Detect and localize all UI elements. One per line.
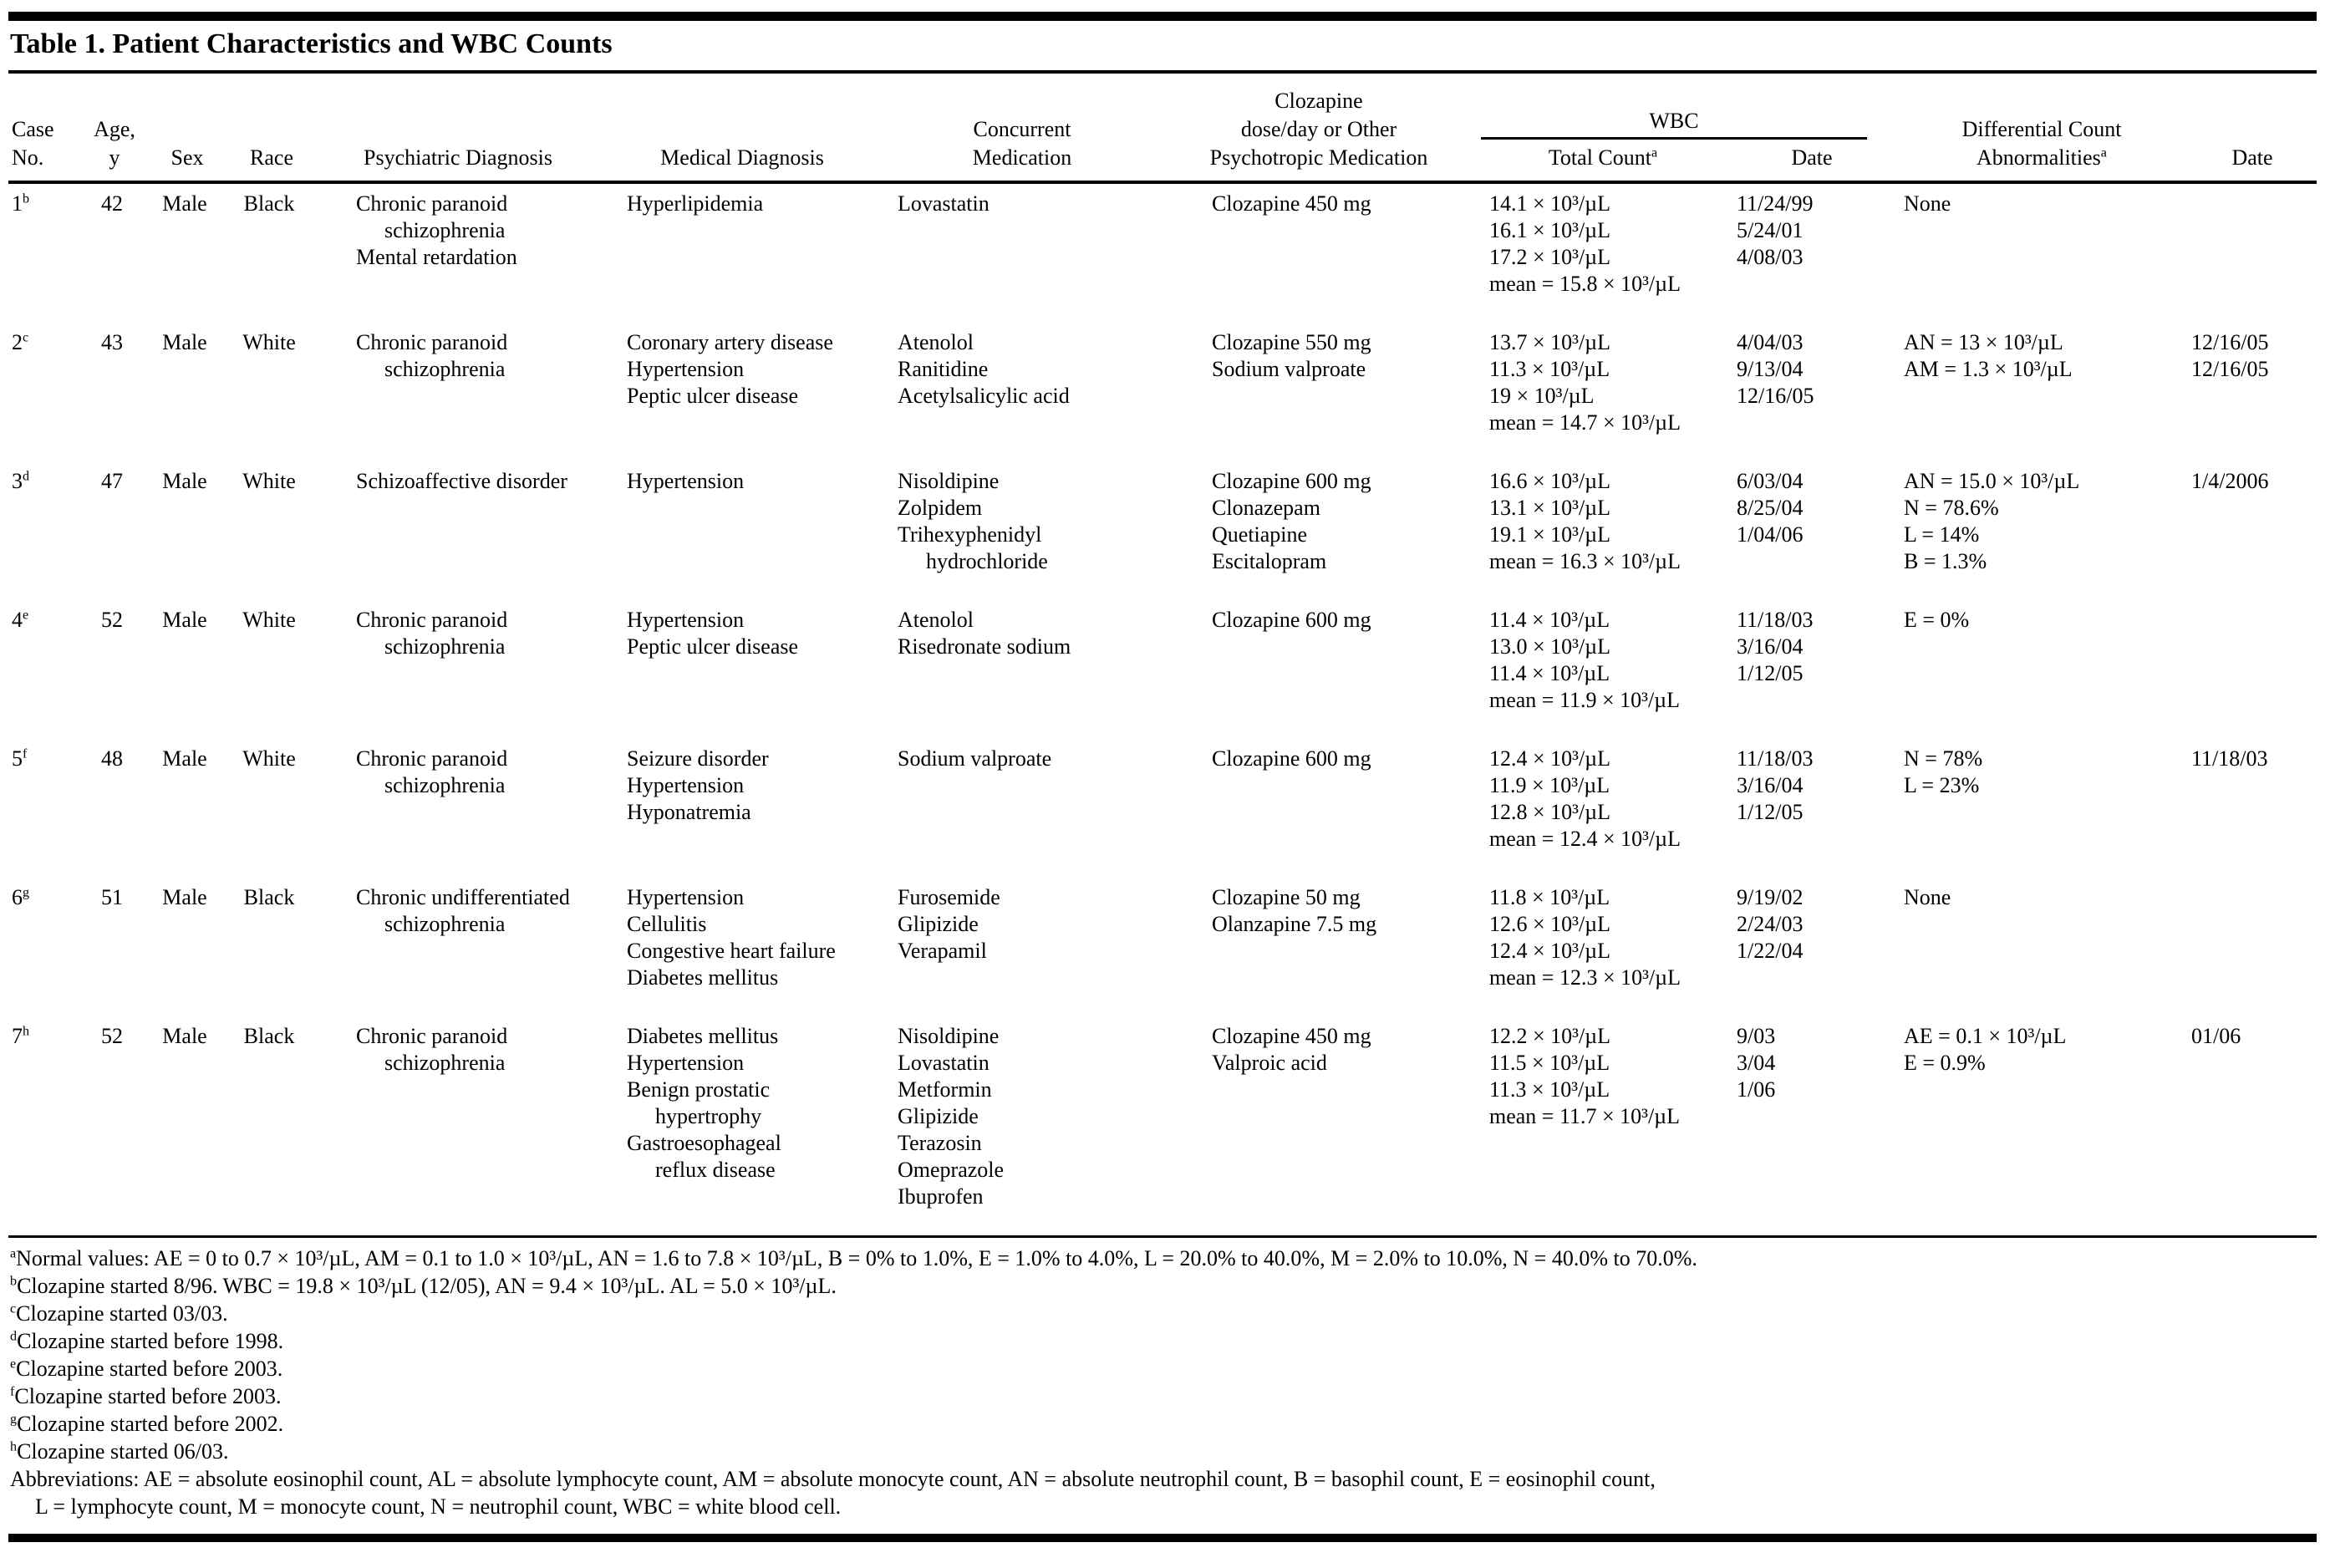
footnote-marker: b — [10, 1274, 18, 1289]
differential-line: N = 78% — [1904, 746, 1983, 771]
differential-abnormalities-cell — [1895, 182, 2188, 323]
date-line: 3/16/04 — [1737, 634, 1804, 659]
footnote-marker: a — [2100, 145, 2107, 160]
differential-line: AM = 1.3 × 10³/µL — [1904, 357, 2073, 381]
medication-line: Omeprazole — [898, 1158, 1005, 1182]
date-line: 12/16/05 — [2191, 357, 2269, 381]
footnote-b — [10, 1272, 2317, 1300]
medication-line: Verapamil — [898, 939, 987, 963]
diagnosis-line: Chronic paranoid — [356, 191, 508, 216]
age-cell: 52 — [101, 608, 123, 632]
wbc-count-line: mean = 11.7 × 10³/µL — [1489, 1104, 1681, 1128]
differential-line: AN = 13 × 10³/µL — [1904, 330, 2063, 354]
wbc-count-line: 13.7 × 10³/µL — [1489, 330, 1611, 354]
footnote-marker: g — [23, 885, 30, 900]
diagnosis-line: Diabetes mellitus — [627, 965, 779, 990]
date-line: 4/04/03 — [1737, 330, 1804, 354]
medication-line: Clozapine 600 mg — [1212, 746, 1371, 771]
date-line: 11/18/03 — [1737, 608, 1814, 632]
medication-line: Valproic acid — [1212, 1051, 1327, 1075]
differential-abnormalities-cell — [1895, 739, 2188, 878]
medication-line: Clozapine 550 mg — [1212, 330, 1371, 354]
case-row-5 — [8, 739, 2317, 878]
psychiatric-diagnosis-cell — [316, 461, 600, 600]
race-cell: Black — [243, 191, 295, 216]
differential-date-cell — [2188, 461, 2317, 600]
footnote-marker: d — [23, 469, 30, 484]
header-case-no: Case No. — [8, 74, 82, 182]
medication-line: Atenolol — [898, 330, 974, 354]
wbc-date-cell — [1728, 461, 1895, 600]
diagnosis-line: Peptic ulcer disease — [627, 634, 799, 659]
medication-line: Glipizide — [898, 1104, 979, 1128]
wbc-count-line: mean = 12.4 × 10³/µL — [1489, 827, 1681, 851]
date-line: 9/13/04 — [1737, 357, 1804, 381]
header-sex: Sex — [147, 74, 227, 182]
header-concurrent-medication: Concurrent Medication — [884, 74, 1160, 182]
wbc-group-label: WBC — [1481, 107, 1867, 140]
footnote-h — [10, 1438, 2317, 1465]
footnote-e — [10, 1355, 2317, 1382]
diagnosis-line: schizophrenia — [384, 634, 506, 659]
diagnosis-line: Seizure disorder — [627, 746, 769, 771]
case-row-2 — [8, 323, 2317, 461]
race-cell: Black — [243, 1024, 295, 1048]
date-line: 1/12/05 — [1737, 800, 1804, 824]
header-age: Age, y — [82, 74, 147, 182]
header-psychiatric-diagnosis: Psychiatric Diagnosis — [316, 74, 600, 182]
footnote-g — [10, 1410, 2317, 1438]
diagnosis-line: Congestive heart failure — [627, 939, 836, 963]
medical-diagnosis-cell — [600, 461, 884, 600]
wbc-count-line: mean = 14.7 × 10³/µL — [1489, 410, 1681, 435]
medication-line: Ibuprofen — [898, 1184, 984, 1209]
psychotropic-medication-cell — [1160, 182, 1478, 323]
differential-abnormalities-cell — [1895, 1016, 2188, 1235]
footnote-marker: c — [23, 330, 29, 345]
footnote-marker: c — [10, 1301, 17, 1316]
psychotropic-medication-cell — [1160, 739, 1478, 878]
date-line: 3/04 — [1737, 1051, 1776, 1075]
case-number: 3 — [12, 469, 23, 493]
date-line: 1/4/2006 — [2191, 469, 2269, 493]
wbc-count-line: 17.2 × 10³/µL — [1489, 245, 1611, 269]
footnote-abbreviations — [10, 1493, 2317, 1520]
wbc-total-count-cell — [1478, 323, 1728, 461]
sex-cell: Male — [162, 746, 207, 771]
footnote-text: Clozapine started 03/03. — [16, 1301, 228, 1326]
diagnosis-line: Hyperlipidemia — [627, 191, 764, 216]
age-cell: 43 — [101, 330, 123, 354]
wbc-date-cell — [1728, 323, 1895, 461]
medication-line: Furosemide — [898, 885, 1000, 909]
medication-line: Sodium valproate — [898, 746, 1052, 771]
age-cell: 52 — [101, 1024, 123, 1048]
sex-cell: Male — [162, 885, 207, 909]
diagnosis-line: Chronic paranoid — [356, 746, 508, 771]
diagnosis-line: Hypertension — [627, 608, 745, 632]
date-line: 11/18/03 — [1737, 746, 1814, 771]
wbc-subheaders — [1478, 144, 1895, 172]
table-body — [8, 182, 2317, 1235]
header-wbc-group — [1478, 74, 1895, 182]
case-row-6 — [8, 878, 2317, 1016]
concurrent-medication-cell — [884, 323, 1160, 461]
differential-date-cell — [2188, 182, 2317, 323]
medication-line: Clozapine 450 mg — [1212, 1024, 1371, 1048]
medication-line: Lovastatin — [898, 191, 990, 216]
case-number: 5 — [12, 746, 23, 771]
date-line: 6/03/04 — [1737, 469, 1804, 493]
wbc-count-line: 11.5 × 10³/µL — [1489, 1051, 1610, 1075]
footnote-text: Clozapine started before 2003. — [16, 1357, 283, 1381]
medication-line: Atenolol — [898, 608, 974, 632]
medication-line: Trihexyphenidyl — [898, 522, 1042, 547]
medication-line: Clozapine 450 mg — [1212, 191, 1371, 216]
wbc-date-cell — [1728, 182, 1895, 323]
diagnosis-line: Hypertension — [627, 1051, 745, 1075]
header-medical-diagnosis: Medical Diagnosis — [600, 74, 884, 182]
race-cell: White — [242, 608, 296, 632]
header-differential-count: Differential Count Abnormalities$^a$ — [1895, 74, 2188, 182]
header-total-count: Total Count$^a$ — [1548, 145, 1658, 170]
date-line: 12/16/05 — [2191, 330, 2269, 354]
medication-line: Nisoldipine — [898, 1024, 1000, 1048]
footnote-marker: a — [10, 1246, 17, 1261]
wbc-count-line: 13.1 × 10³/µL — [1489, 496, 1611, 520]
differential-date-cell — [2188, 323, 2317, 461]
concurrent-medication-cell — [884, 600, 1160, 739]
case-no-cell — [8, 878, 82, 1016]
wbc-count-line: 14.1 × 10³/µL — [1489, 191, 1611, 216]
diagnosis-line: Hypertension — [627, 357, 745, 381]
footnote-marker: d — [10, 1329, 18, 1344]
footnote-marker: b — [23, 191, 30, 206]
date-line: 1/04/06 — [1737, 522, 1804, 547]
footnote-text: Normal values: AE = 0 to 0.7 × 10³/µL, AM = 0.1 to 1.0 × 10³/µL, AN = 1.6 to 7.8 × 10³/µL, B = 0% to 1.0%, E = 1.0% to 4.0%, L = 20.0% to 40.0%, M = 2.0% to 10.0%, N = 40.0% to 70.0%. — [16, 1246, 1697, 1270]
wbc-count-line: 13.0 × 10³/µL — [1489, 634, 1611, 659]
psychiatric-diagnosis-cell — [316, 739, 600, 878]
psychotropic-medication-cell — [1160, 600, 1478, 739]
case-number: 7 — [12, 1024, 23, 1048]
age-cell: 47 — [101, 469, 123, 493]
diagnosis-line: Chronic undifferentiated — [356, 885, 570, 909]
psychotropic-medication-cell — [1160, 323, 1478, 461]
age-cell: 42 — [101, 191, 123, 216]
wbc-count-line: 12.2 × 10³/µL — [1489, 1024, 1611, 1048]
wbc-count-line: 12.6 × 10³/µL — [1489, 912, 1611, 936]
footnote-marker: a — [1651, 145, 1658, 160]
wbc-count-line: 11.3 × 10³/µL — [1489, 357, 1610, 381]
case-row-4 — [8, 600, 2317, 739]
medication-line: Nisoldipine — [898, 469, 1000, 493]
psychotropic-medication-cell — [1160, 461, 1478, 600]
race-cell: White — [242, 469, 296, 493]
footnote-marker: h — [23, 1024, 30, 1039]
footnote-text: Clozapine started before 2003. — [14, 1384, 282, 1408]
diagnosis-line: Hypertension — [627, 885, 745, 909]
footnote-text: Clozapine started 8/96. WBC = 19.8 × 10³/µL (12/05), AN = 9.4 × 10³/µL. AL = 5.0 × 10³/µL. — [17, 1274, 837, 1298]
medication-line: Risedronate sodium — [898, 634, 1071, 659]
differential-date-cell — [2188, 878, 2317, 1016]
diagnosis-line: Hyponatremia — [627, 800, 751, 824]
date-line: 1/06 — [1737, 1077, 1776, 1102]
date-line: 11/24/99 — [1737, 191, 1814, 216]
footnote-c — [10, 1300, 2317, 1327]
wbc-date-cell — [1728, 600, 1895, 739]
psychotropic-medication-cell — [1160, 878, 1478, 1016]
diagnosis-line: Schizoaffective disorder — [356, 469, 567, 493]
differential-line: AN = 15.0 × 10³/µL — [1904, 469, 2080, 493]
medication-line: Clozapine 600 mg — [1212, 469, 1371, 493]
wbc-total-count-cell — [1478, 1016, 1728, 1235]
diagnosis-line: Chronic paranoid — [356, 330, 508, 354]
footnote-f — [10, 1382, 2317, 1410]
differential-line: E = 0.9% — [1904, 1051, 1986, 1075]
wbc-count-line: mean = 12.3 × 10³/µL — [1489, 965, 1681, 990]
medication-line: Glipizide — [898, 912, 979, 936]
footnote-d — [10, 1327, 2317, 1355]
header-clozapine-dose: Clozapine dose/day or Other Psychotropic Medication — [1160, 74, 1478, 182]
wbc-count-line: mean = 16.3 × 10³/µL — [1489, 549, 1681, 573]
wbc-count-line: 16.1 × 10³/µL — [1489, 218, 1611, 242]
diagnosis-line: Peptic ulcer disease — [627, 384, 799, 408]
differential-line: L = 23% — [1904, 773, 1980, 797]
date-line: 01/06 — [2191, 1024, 2241, 1048]
wbc-count-line: 19 × 10³/µL — [1489, 384, 1595, 408]
psychiatric-diagnosis-cell — [316, 1016, 600, 1235]
race-cell: White — [242, 330, 296, 354]
diagnosis-line: schizophrenia — [384, 773, 506, 797]
wbc-total-count-cell — [1478, 461, 1728, 600]
diagnosis-line: Chronic paranoid — [356, 1024, 508, 1048]
footnote-abbreviations — [10, 1465, 2317, 1493]
footnote-text: Clozapine started before 1998. — [17, 1329, 284, 1353]
date-line: 1/22/04 — [1737, 939, 1804, 963]
diagnosis-line: schizophrenia — [384, 218, 506, 242]
age-cell: 48 — [101, 746, 123, 771]
wbc-count-line: 11.4 × 10³/µL — [1489, 608, 1610, 632]
differential-abnormalities-cell — [1895, 878, 2188, 1016]
footnote-marker: f — [23, 746, 28, 761]
footnote-text: L = lymphocyte count, M = monocyte count, N = neutrophil count, WBC = white blood cell. — [35, 1494, 842, 1519]
wbc-total-count-cell — [1478, 878, 1728, 1016]
diagnosis-line: Cellulitis — [627, 912, 707, 936]
medication-line: Clonazepam — [1212, 496, 1320, 520]
race-cell: White — [242, 746, 296, 771]
wbc-total-count-cell — [1478, 182, 1728, 323]
age-cell: 51 — [101, 885, 123, 909]
diagnosis-line: Hypertension — [627, 773, 745, 797]
differential-date-cell — [2188, 739, 2317, 878]
diagnosis-line: Coronary artery disease — [627, 330, 833, 354]
case-no-cell — [8, 739, 82, 878]
case-row-1 — [8, 182, 2317, 323]
differential-line: None — [1904, 885, 1951, 909]
medical-diagnosis-cell — [600, 600, 884, 739]
case-number: 2 — [12, 330, 23, 354]
sex-cell: Male — [162, 608, 207, 632]
medication-line: Acetylsalicylic acid — [898, 384, 1070, 408]
psychiatric-diagnosis-cell — [316, 878, 600, 1016]
wbc-count-line: 16.6 × 10³/µL — [1489, 469, 1611, 493]
date-line: 9/19/02 — [1737, 885, 1804, 909]
footnote-text: Clozapine started 06/03. — [17, 1439, 229, 1464]
differential-abnormalities-cell — [1895, 323, 2188, 461]
sex-cell: Male — [162, 330, 207, 354]
medical-diagnosis-cell — [600, 323, 884, 461]
differential-date-cell — [2188, 1016, 2317, 1235]
date-line: 1/12/05 — [1737, 661, 1804, 685]
top-rule — [8, 12, 2317, 21]
table-title: Table 1. Patient Characteristics and WBC Counts — [8, 21, 2317, 74]
header-row — [8, 74, 2317, 182]
diagnosis-line: Benign prostatic — [627, 1077, 771, 1102]
medication-line: Clozapine 50 mg — [1212, 885, 1361, 909]
date-line: 3/16/04 — [1737, 773, 1804, 797]
header-diff-date: Date — [2188, 74, 2317, 182]
concurrent-medication-cell — [884, 182, 1160, 323]
differential-line: AE = 0.1 × 10³/µL — [1904, 1024, 2067, 1048]
diagnosis-line: Mental retardation — [356, 245, 517, 269]
differential-line: L = 14% — [1904, 522, 1980, 547]
wbc-count-line: 19.1 × 10³/µL — [1489, 522, 1611, 547]
medication-line: Olanzapine 7.5 mg — [1212, 912, 1377, 936]
date-line: 11/18/03 — [2191, 746, 2268, 771]
footnote-marker: g — [10, 1412, 18, 1427]
case-number: 6 — [12, 885, 23, 909]
sex-cell: Male — [162, 1024, 207, 1048]
wbc-count-line: 12.8 × 10³/µL — [1489, 800, 1611, 824]
medication-line: hydrochloride — [926, 549, 1048, 573]
medication-line: Terazosin — [898, 1131, 982, 1155]
footnote-marker: h — [10, 1439, 18, 1454]
medication-line: Quetiapine — [1212, 522, 1308, 547]
diagnosis-line: schizophrenia — [384, 912, 506, 936]
wbc-date-cell — [1728, 878, 1895, 1016]
sex-cell: Male — [162, 191, 207, 216]
diagnosis-line: schizophrenia — [384, 357, 506, 381]
concurrent-medication-cell — [884, 878, 1160, 1016]
medication-line: Escitalopram — [1212, 549, 1327, 573]
patient-table — [8, 74, 2317, 1235]
differential-date-cell — [2188, 600, 2317, 739]
medication-line: Sodium valproate — [1212, 357, 1366, 381]
race-cell: Black — [243, 885, 295, 909]
medication-line: Lovastatin — [898, 1051, 990, 1075]
diagnosis-line: schizophrenia — [384, 1051, 506, 1075]
wbc-count-line: 11.3 × 10³/µL — [1489, 1077, 1610, 1102]
medical-diagnosis-cell — [600, 878, 884, 1016]
wbc-count-line: mean = 15.8 × 10³/µL — [1489, 272, 1681, 296]
footnotes — [8, 1235, 2317, 1542]
footnote-marker: e — [10, 1357, 17, 1372]
footnote-text: Abbreviations: AE = absolute eosinophil count, AL = absolute lymphocyte count, AM = absolute monocyte count, AN = absolute neutrophil count, B = basophil count, E = eosinophil count, — [10, 1467, 1656, 1491]
case-number: 4 — [12, 608, 23, 632]
diagnosis-line: hypertrophy — [655, 1104, 762, 1128]
differential-abnormalities-cell — [1895, 600, 2188, 739]
case-number: 1 — [12, 191, 23, 216]
wbc-count-line: 12.4 × 10³/µL — [1489, 939, 1611, 963]
case-no-cell — [8, 323, 82, 461]
case-no-cell — [8, 461, 82, 600]
medical-diagnosis-cell — [600, 1016, 884, 1235]
psychiatric-diagnosis-cell — [316, 600, 600, 739]
medication-line: Metformin — [898, 1077, 992, 1102]
date-line: 5/24/01 — [1737, 218, 1804, 242]
wbc-count-line: 11.4 × 10³/µL — [1489, 661, 1610, 685]
medical-diagnosis-cell — [600, 739, 884, 878]
wbc-count-line: mean = 11.9 × 10³/µL — [1489, 688, 1681, 712]
diagnosis-line: reflux disease — [655, 1158, 776, 1182]
psychiatric-diagnosis-cell — [316, 182, 600, 323]
footnote-text: Clozapine started before 2002. — [17, 1412, 284, 1436]
psychotropic-medication-cell — [1160, 1016, 1478, 1235]
concurrent-medication-cell — [884, 461, 1160, 600]
date-line: 9/03 — [1737, 1024, 1776, 1048]
case-row-7 — [8, 1016, 2317, 1235]
wbc-date-cell — [1728, 739, 1895, 878]
medication-line: Ranitidine — [898, 357, 989, 381]
date-line: 4/08/03 — [1737, 245, 1804, 269]
differential-line: B = 1.3% — [1904, 549, 1987, 573]
case-no-cell — [8, 600, 82, 739]
differential-line: E = 0% — [1904, 608, 1970, 632]
medication-line: Clozapine 600 mg — [1212, 608, 1371, 632]
concurrent-medication-cell — [884, 1016, 1160, 1235]
case-no-cell — [8, 1016, 82, 1235]
wbc-count-line: 11.8 × 10³/µL — [1489, 885, 1610, 909]
date-line: 2/24/03 — [1737, 912, 1804, 936]
wbc-total-count-cell — [1478, 600, 1728, 739]
concurrent-medication-cell — [884, 739, 1160, 878]
footnote-marker: f — [10, 1384, 15, 1399]
case-row-3 — [8, 461, 2317, 600]
psychiatric-diagnosis-cell — [316, 323, 600, 461]
wbc-count-line: 12.4 × 10³/µL — [1489, 746, 1611, 771]
date-line: 12/16/05 — [1737, 384, 1814, 408]
header-wbc-date: Date — [1791, 145, 1833, 170]
medication-line: Zolpidem — [898, 496, 983, 520]
wbc-date-cell — [1728, 1016, 1895, 1235]
diagnosis-line: Gastroesophageal — [627, 1131, 781, 1155]
medical-diagnosis-cell — [600, 182, 884, 323]
header-race: Race — [227, 74, 316, 182]
differential-line: N = 78.6% — [1904, 496, 1999, 520]
footnote-marker: e — [23, 608, 29, 623]
differential-abnormalities-cell — [1895, 461, 2188, 600]
diagnosis-line: Diabetes mellitus — [627, 1024, 779, 1048]
case-no-cell — [8, 182, 82, 323]
differential-line: None — [1904, 191, 1951, 216]
wbc-count-line: 11.9 × 10³/µL — [1489, 773, 1610, 797]
footnote-a — [10, 1245, 2317, 1272]
sex-cell: Male — [162, 469, 207, 493]
date-line: 8/25/04 — [1737, 496, 1804, 520]
diagnosis-line: Chronic paranoid — [356, 608, 508, 632]
wbc-total-count-cell — [1478, 739, 1728, 878]
diagnosis-line: Hypertension — [627, 469, 745, 493]
